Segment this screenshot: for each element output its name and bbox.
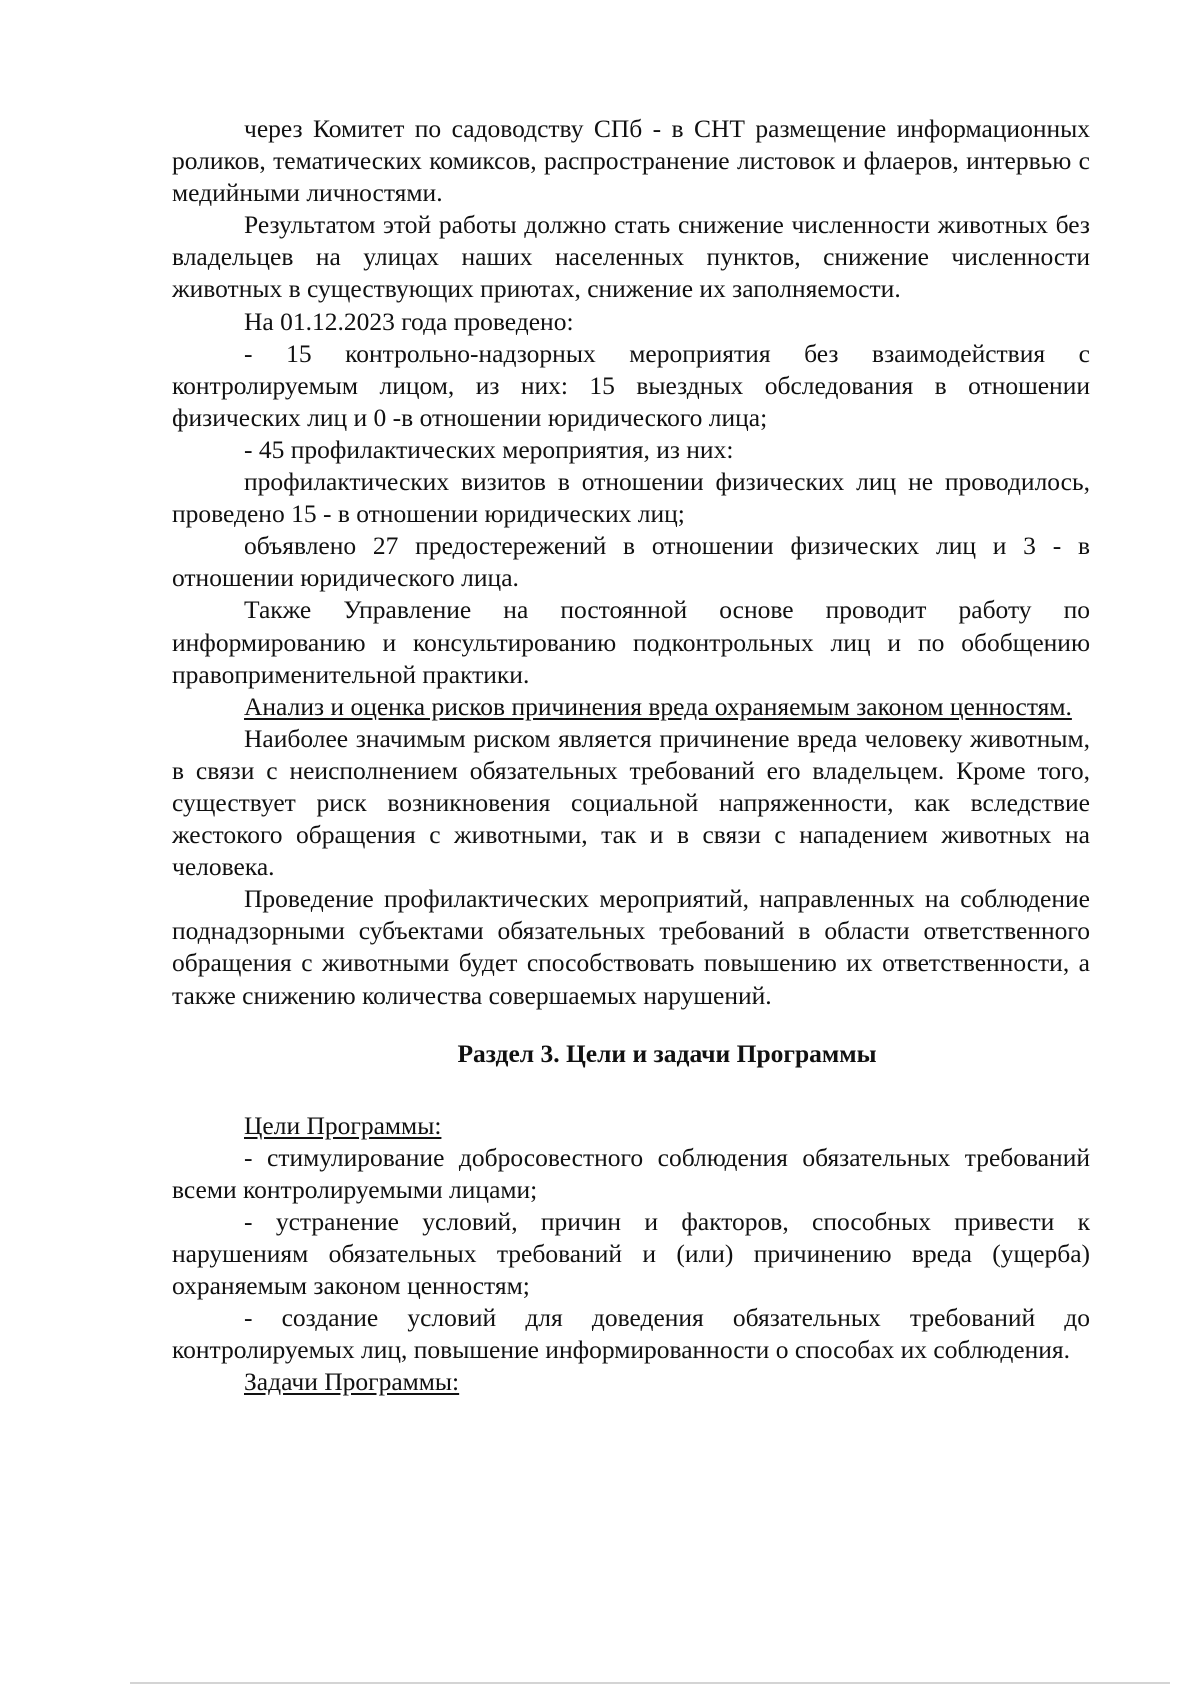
section-title: Раздел 3. Цели и задачи Программы [457,1038,877,1068]
goals-heading-text: Цели Программы: [244,1110,442,1140]
goal-item: - создание условий для доведения обязательных требований до контролируемых лиц, повышение информированности о способах их соблюдения. [172,1303,1090,1365]
paragraph-preventive-events: - 45 профилактических мероприятия, из них: [244,434,734,464]
goals-heading [172,1110,1090,1142]
risk-analysis-heading: Анализ и оценка рисков причинения вреда охраняемым законом ценностям. [244,691,1072,721]
spacer [172,1012,1090,1038]
paragraph-dissemination: через Комитет по садоводству СПб - в СНТ размещение информационных роликов, тематических комиксов, распространение листовок и флаеров, интервью с медийными личностями. [172,114,1090,208]
goal-item: - устранение условий, причин и факторов, способных привести к нарушениям обязательных требований и (или) причинению вреда (ущерба) охраняемым законом ценностям; [172,1207,1090,1301]
tasks-heading-text: Задачи Программы: [244,1367,460,1397]
paragraph-warnings: объявлено 27 предостережений в отношении физических лиц и 3 - в отношении юридического лица. [172,531,1090,593]
goal-item: - стимулирование добросовестного соблюдения обязательных требований всеми контролируемыми лицами; [172,1142,1090,1204]
paragraph-control-events: - 15 контрольно-надзорных мероприятия без взаимодействия с контролируемым лицом, из них: 15 выездных обследования в отношении физических лиц и 0 -в отношении юридического лица; [172,338,1090,432]
paragraph-informing: Также Управление на постоянной основе проводит работу по информированию и консультированию подконтрольных лиц и по обобщению правоприменительной практики. [172,595,1090,689]
paragraph-main-risk: Наиболее значимым риском является причинение вреда человеку животным, в связи с неисполнением обязательных требований его владельцем. Кроме того, существует риск возникновения социальной напряженности, как вследствие жестокого обращения с животными, так и в связи с нападением животных на человека. [172,723,1090,882]
paragraph-preventive-visits: профилактических визитов в отношении физических лиц не проводилось, проведено 15 - в отношении юридических лиц; [172,467,1090,529]
page-bottom-edge [130,1682,1170,1684]
tasks-heading [172,1366,1090,1398]
paragraph-preventive-measures: Проведение профилактических мероприятий, направленных на соблюдение поднадзорными субъектами обязательных требований в области ответственного обращения с животными будет способствовать повышению их ответственности, а также снижению количества совершаемых нарушений. [172,884,1090,1010]
spacer [172,1070,1090,1110]
paragraph-result: Результатом этой работы должно стать снижение численности животных без владельцев на улицах наших населенных пунктов, снижение численности животных в существующих приютах, снижение их заполняемости. [172,210,1090,304]
paragraph-date-summary: На 01.12.2023 года проведено: [244,306,574,336]
